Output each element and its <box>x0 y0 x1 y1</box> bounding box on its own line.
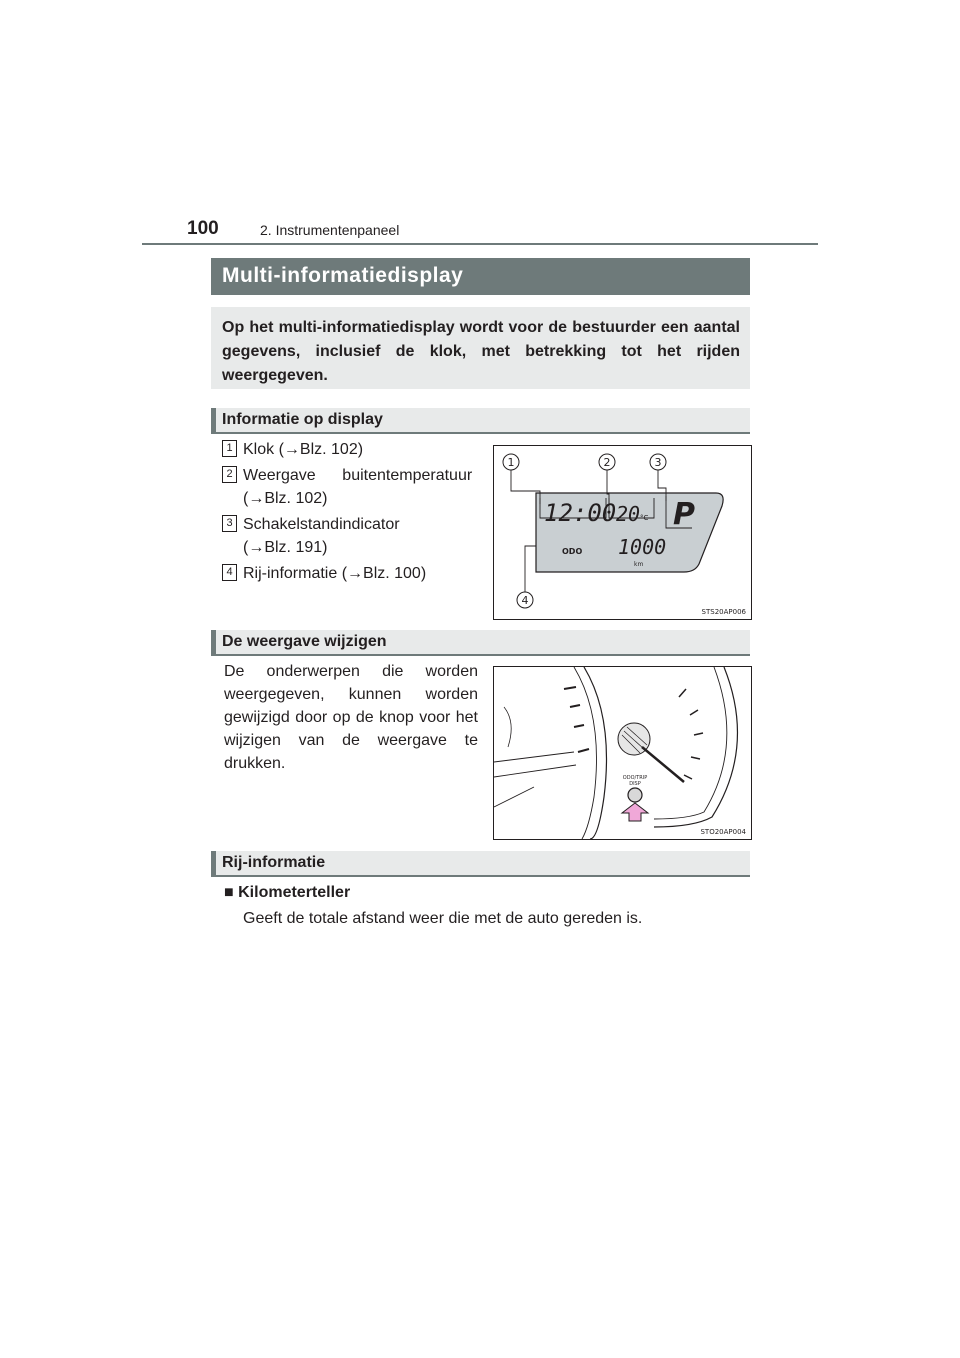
bullet-icon: ■ <box>224 884 234 901</box>
item-text: Schakelstandindicator <box>243 516 400 533</box>
chapter-title: 2. Instrumentenpaneel <box>260 222 400 238</box>
odometer-title: Kilometerteller <box>238 884 351 901</box>
temperature-unit: °C <box>640 514 649 522</box>
section-accent <box>211 630 216 656</box>
odo-label: ODO <box>562 547 583 556</box>
temperature-readout: 20 <box>616 502 641 526</box>
section-title-info: Informatie op display <box>222 411 383 428</box>
intro-text: Op het multi-informatiedisplay wordt voor de bestuurder een aantal gegevens, inclusief de klok, met betrekking tot het rijden weergegeven. <box>222 319 740 384</box>
disp-button-icon <box>628 788 642 802</box>
clock-readout: 12:00 <box>544 499 617 527</box>
cluster-figure <box>493 666 752 840</box>
callout-2: 2 <box>603 456 611 469</box>
section-title-change: De weergave wijzigen <box>222 633 387 650</box>
item-text-cont: (→Blz. 102) <box>243 490 328 507</box>
display-figure <box>493 445 752 620</box>
figure-code: STS20AP006 <box>701 608 746 616</box>
item-text: Rij-informatie (→Blz. 100) <box>243 565 427 582</box>
callout-1: 1 <box>507 456 515 469</box>
item-text: Klok (→Blz. 102) <box>243 441 364 458</box>
figure-code: STO20AP004 <box>700 828 746 836</box>
section-accent <box>211 408 216 434</box>
arrow-up-icon <box>622 803 648 821</box>
item-number: 1 <box>222 440 237 457</box>
odo-trip-label: ODO/TRIP <box>622 775 648 781</box>
section-accent <box>211 851 216 877</box>
disp-label: DISP <box>629 781 641 787</box>
header-divider <box>142 243 818 245</box>
gear-indicator: P <box>673 497 695 532</box>
item-text: Weergave buitentemperatuur <box>243 467 473 484</box>
odo-value: 1000 <box>618 535 667 559</box>
item-number: 4 <box>222 564 237 581</box>
callout-3: 3 <box>654 456 662 469</box>
odo-unit: km <box>634 561 644 568</box>
page-title: Multi-informatiedisplay <box>222 264 464 287</box>
item-number: 2 <box>222 466 237 483</box>
item-text-cont: (→Blz. 191) <box>243 539 328 556</box>
page-number: 100 <box>187 218 219 239</box>
section-title-trip: Rij-informatie <box>222 854 326 871</box>
item-number: 3 <box>222 515 237 532</box>
odometer-heading <box>224 884 350 902</box>
change-instruction: De onderwerpen die worden weergegeven, kunnen worden gewijzigd door op de knop voor het wijzigen van de weergave te drukken. <box>224 663 478 772</box>
callout-4: 4 <box>521 594 529 607</box>
odometer-description: Geeft de totale afstand weer die met de auto gereden is. <box>243 910 643 927</box>
